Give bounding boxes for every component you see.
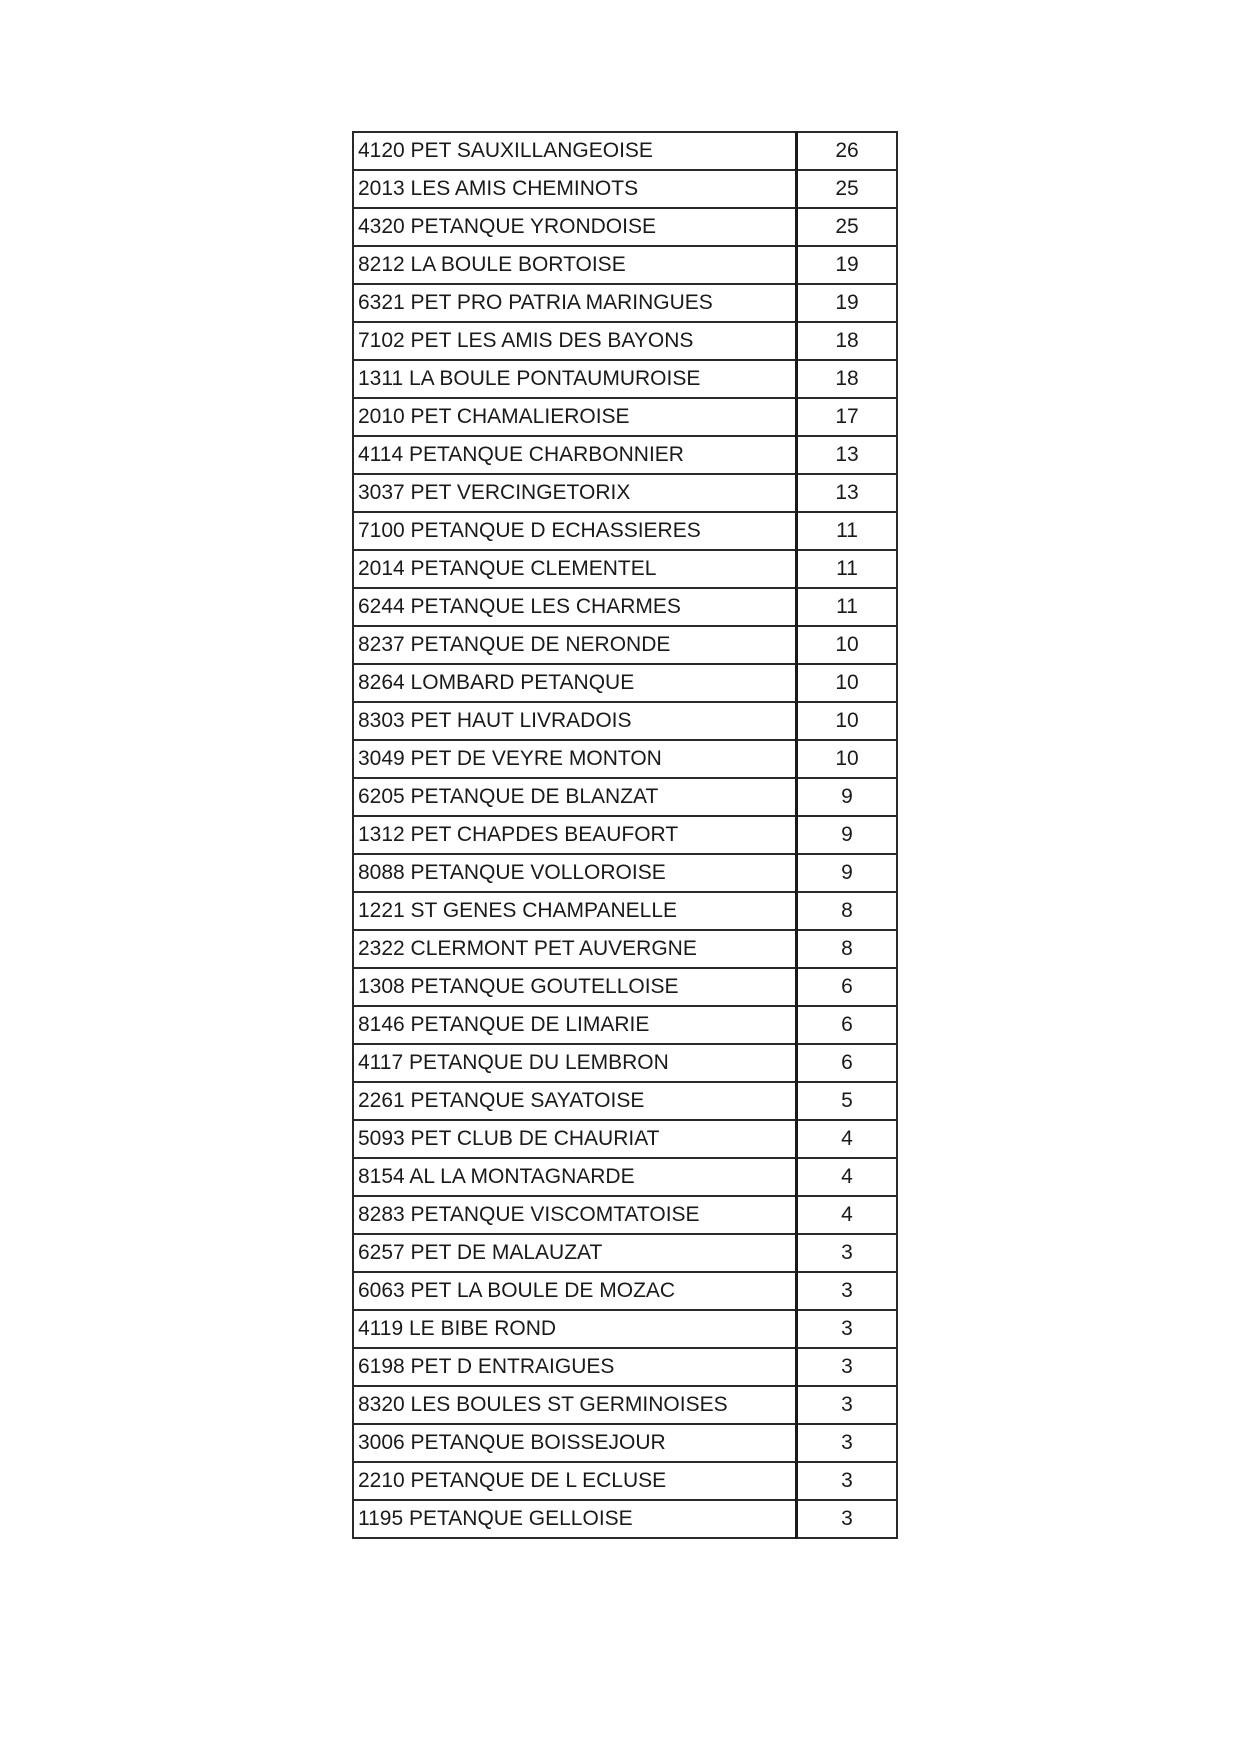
club-points-cell: 8 bbox=[797, 930, 898, 968]
club-name-cell: 1221 ST GENES CHAMPANELLE bbox=[353, 892, 797, 930]
club-points-cell: 11 bbox=[797, 588, 898, 626]
club-points-cell: 11 bbox=[797, 550, 898, 588]
club-points-cell: 10 bbox=[797, 702, 898, 740]
table-row bbox=[353, 1272, 897, 1310]
club-points-cell: 26 bbox=[797, 132, 898, 170]
club-name-cell: 8303 PET HAUT LIVRADOIS bbox=[353, 702, 797, 740]
club-points-cell: 11 bbox=[797, 512, 898, 550]
club-points-cell: 17 bbox=[797, 398, 898, 436]
club-name-cell: 8283 PETANQUE VISCOMTATOISE bbox=[353, 1196, 797, 1234]
table-row bbox=[353, 360, 897, 398]
club-points-cell: 8 bbox=[797, 892, 898, 930]
club-points-cell: 3 bbox=[797, 1310, 898, 1348]
table-row bbox=[353, 816, 897, 854]
club-points-cell: 25 bbox=[797, 170, 898, 208]
table-row bbox=[353, 132, 897, 170]
club-name-cell: 2013 LES AMIS CHEMINOTS bbox=[353, 170, 797, 208]
club-name-cell: 8088 PETANQUE VOLLOROISE bbox=[353, 854, 797, 892]
club-points-cell: 3 bbox=[797, 1386, 898, 1424]
club-name-cell: 1195 PETANQUE GELLOISE bbox=[353, 1500, 797, 1538]
club-name-cell: 4119 LE BIBE ROND bbox=[353, 1310, 797, 1348]
table-row bbox=[353, 1196, 897, 1234]
table-row bbox=[353, 1348, 897, 1386]
club-name-cell: 8212 LA BOULE BORTOISE bbox=[353, 246, 797, 284]
club-points-cell: 3 bbox=[797, 1462, 898, 1500]
club-points-cell: 10 bbox=[797, 626, 898, 664]
club-name-cell: 2261 PETANQUE SAYATOISE bbox=[353, 1082, 797, 1120]
club-name-cell: 6321 PET PRO PATRIA MARINGUES bbox=[353, 284, 797, 322]
club-points-cell: 6 bbox=[797, 968, 898, 1006]
table-row bbox=[353, 436, 897, 474]
club-points-cell: 25 bbox=[797, 208, 898, 246]
club-name-cell: 3037 PET VERCINGETORIX bbox=[353, 474, 797, 512]
club-name-cell: 7102 PET LES AMIS DES BAYONS bbox=[353, 322, 797, 360]
club-points-cell: 3 bbox=[797, 1272, 898, 1310]
table-row bbox=[353, 626, 897, 664]
club-points-cell: 4 bbox=[797, 1120, 898, 1158]
club-name-cell: 6063 PET LA BOULE DE MOZAC bbox=[353, 1272, 797, 1310]
table-row bbox=[353, 1500, 897, 1538]
club-name-cell: 6205 PETANQUE DE BLANZAT bbox=[353, 778, 797, 816]
club-name-cell: 6198 PET D ENTRAIGUES bbox=[353, 1348, 797, 1386]
club-points-cell: 18 bbox=[797, 322, 898, 360]
club-name-cell: 6244 PETANQUE LES CHARMES bbox=[353, 588, 797, 626]
table-row bbox=[353, 284, 897, 322]
club-points-cell: 6 bbox=[797, 1006, 898, 1044]
club-name-cell: 4117 PETANQUE DU LEMBRON bbox=[353, 1044, 797, 1082]
club-name-cell: 3049 PET DE VEYRE MONTON bbox=[353, 740, 797, 778]
club-name-cell: 3006 PETANQUE BOISSEJOUR bbox=[353, 1424, 797, 1462]
club-points-cell: 4 bbox=[797, 1158, 898, 1196]
club-name-cell: 1311 LA BOULE PONTAUMUROISE bbox=[353, 360, 797, 398]
table-row bbox=[353, 740, 897, 778]
club-name-cell: 2210 PETANQUE DE L ECLUSE bbox=[353, 1462, 797, 1500]
table-row bbox=[353, 398, 897, 436]
table-row bbox=[353, 892, 897, 930]
club-points-cell: 10 bbox=[797, 664, 898, 702]
club-name-cell: 8320 LES BOULES ST GERMINOISES bbox=[353, 1386, 797, 1424]
table-row bbox=[353, 208, 897, 246]
club-points-cell: 10 bbox=[797, 740, 898, 778]
club-name-cell: 2014 PETANQUE CLEMENTEL bbox=[353, 550, 797, 588]
table-row bbox=[353, 550, 897, 588]
club-name-cell: 4120 PET SAUXILLANGEOISE bbox=[353, 132, 797, 170]
club-ranking-table bbox=[352, 131, 898, 1539]
club-name-cell: 8264 LOMBARD PETANQUE bbox=[353, 664, 797, 702]
table-row bbox=[353, 1082, 897, 1120]
club-points-cell: 3 bbox=[797, 1234, 898, 1272]
club-name-cell: 7100 PETANQUE D ECHASSIERES bbox=[353, 512, 797, 550]
club-points-cell: 3 bbox=[797, 1500, 898, 1538]
table-row bbox=[353, 1424, 897, 1462]
table-row bbox=[353, 1044, 897, 1082]
table-row bbox=[353, 702, 897, 740]
club-points-cell: 3 bbox=[797, 1348, 898, 1386]
table-row bbox=[353, 1234, 897, 1272]
club-name-cell: 6257 PET DE MALAUZAT bbox=[353, 1234, 797, 1272]
table-row bbox=[353, 1006, 897, 1044]
club-name-cell: 1308 PETANQUE GOUTELLOISE bbox=[353, 968, 797, 1006]
table-row bbox=[353, 664, 897, 702]
table-row bbox=[353, 246, 897, 284]
table-row bbox=[353, 322, 897, 360]
club-name-cell: 2010 PET CHAMALIEROISE bbox=[353, 398, 797, 436]
club-points-cell: 5 bbox=[797, 1082, 898, 1120]
club-points-cell: 13 bbox=[797, 474, 898, 512]
club-name-cell: 4320 PETANQUE YRONDOISE bbox=[353, 208, 797, 246]
club-points-cell: 19 bbox=[797, 284, 898, 322]
club-points-cell: 6 bbox=[797, 1044, 898, 1082]
club-points-cell: 9 bbox=[797, 778, 898, 816]
club-points-cell: 9 bbox=[797, 816, 898, 854]
table-row bbox=[353, 474, 897, 512]
club-name-cell: 2322 CLERMONT PET AUVERGNE bbox=[353, 930, 797, 968]
table-row bbox=[353, 1386, 897, 1424]
club-name-cell: 1312 PET CHAPDES BEAUFORT bbox=[353, 816, 797, 854]
table-row bbox=[353, 854, 897, 892]
club-name-cell: 5093 PET CLUB DE CHAURIAT bbox=[353, 1120, 797, 1158]
table-row bbox=[353, 588, 897, 626]
club-points-cell: 4 bbox=[797, 1196, 898, 1234]
club-points-cell: 18 bbox=[797, 360, 898, 398]
club-points-cell: 13 bbox=[797, 436, 898, 474]
table-row bbox=[353, 778, 897, 816]
club-points-cell: 3 bbox=[797, 1424, 898, 1462]
club-name-cell: 8146 PETANQUE DE LIMARIE bbox=[353, 1006, 797, 1044]
club-ranking-rows bbox=[353, 132, 897, 1538]
table-row bbox=[353, 1120, 897, 1158]
table-row bbox=[353, 1462, 897, 1500]
table-row bbox=[353, 930, 897, 968]
table-row bbox=[353, 1158, 897, 1196]
club-points-cell: 19 bbox=[797, 246, 898, 284]
table-row bbox=[353, 968, 897, 1006]
club-name-cell: 8237 PETANQUE DE NERONDE bbox=[353, 626, 797, 664]
table-row bbox=[353, 170, 897, 208]
table-row bbox=[353, 1310, 897, 1348]
club-name-cell: 4114 PETANQUE CHARBONNIER bbox=[353, 436, 797, 474]
club-points-cell: 9 bbox=[797, 854, 898, 892]
table-row bbox=[353, 512, 897, 550]
club-name-cell: 8154 AL LA MONTAGNARDE bbox=[353, 1158, 797, 1196]
